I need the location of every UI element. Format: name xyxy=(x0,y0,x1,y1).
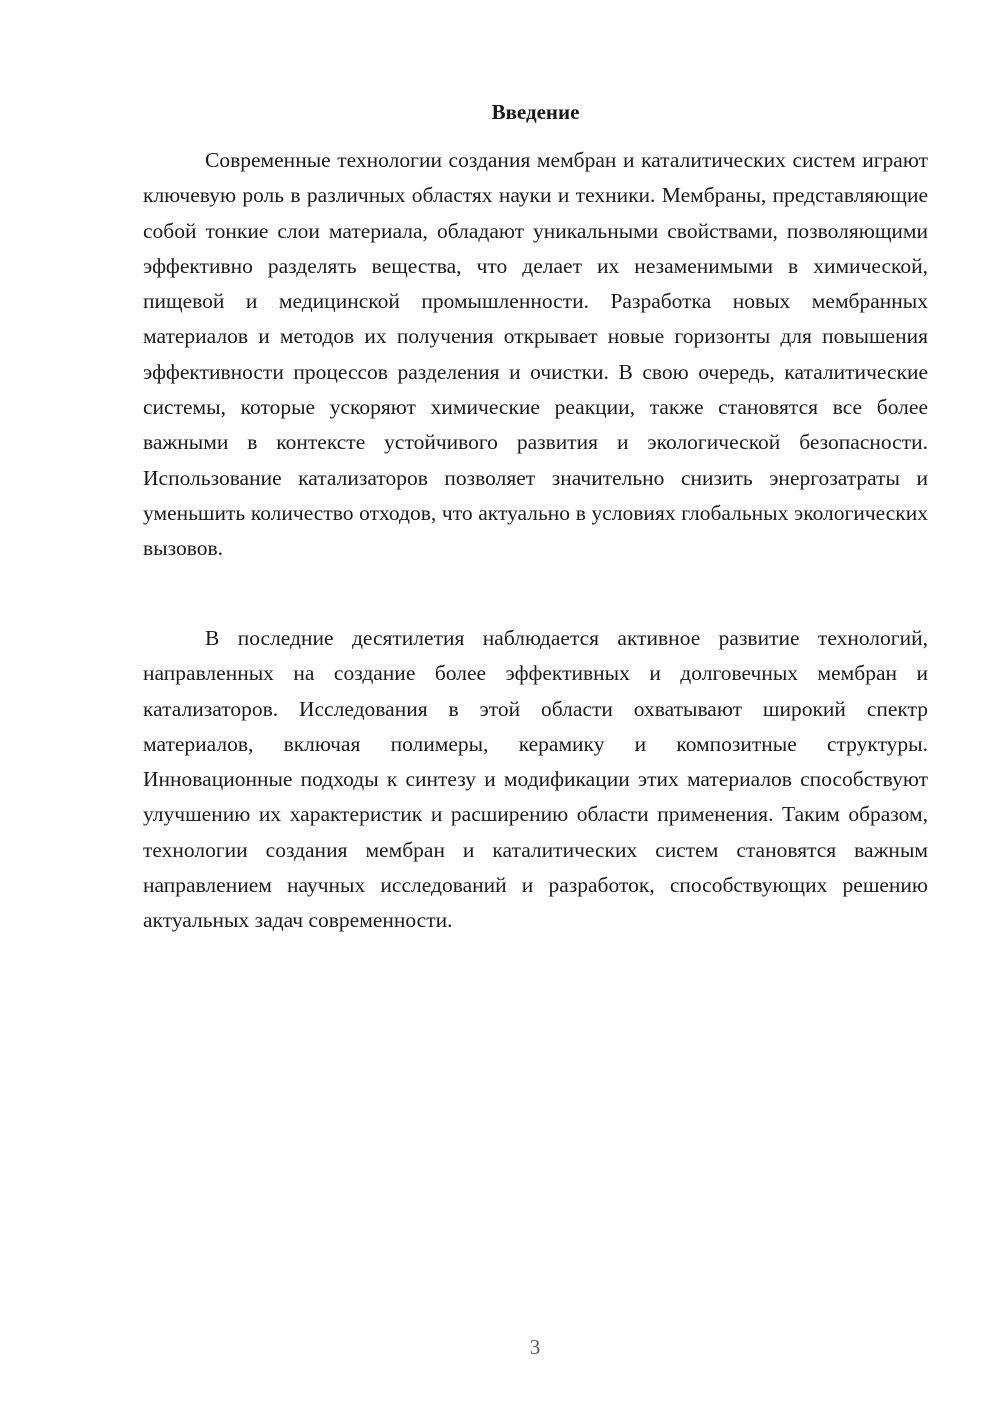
page-number: 3 xyxy=(529,1335,541,1359)
section-title: Введение xyxy=(491,100,580,124)
paragraph-1: Современные технологии создания мембран и каталитических систем играют ключевую роль в различных областях науки и техники. Мембраны, представляющие собой тонкие слои материала, обладают уникальными свойствами, позволяющими эффективно разделять вещества, что делает их незаменимыми в химической, пищевой и медицинской промышленности. Разработка новых мембранных материалов и методов их получения открывает новые горизонты для повышения эффективности процессов разделения и очистки. В свою очередь, каталитические системы, которые ускоряют химические реакции, также становятся все более важными в контексте устойчивого развития и экологической безопасности. Использование катализаторов позволяет значительно снизить энергозатраты и уменьшить количество отходов, что актуально в условиях глобальных экологических вызовов. xyxy=(143,148,928,561)
paragraph-2: В последние десятилетия наблюдается активное развитие технологий, направленных на создание более эффективных и долговечных мембран и катализаторов. Исследования в этой области охватывают широкий спектр материалов, включая полимеры, керамику и композитные структуры. Инновационные подходы к синтезу и модификации этих материалов способствуют улучшению их характеристик и расширению области применения. Таким образом, технологии создания мембран и каталитических систем становятся важным направлением научных исследований и разработок, способствующих решению актуальных задач современности. xyxy=(143,626,928,933)
